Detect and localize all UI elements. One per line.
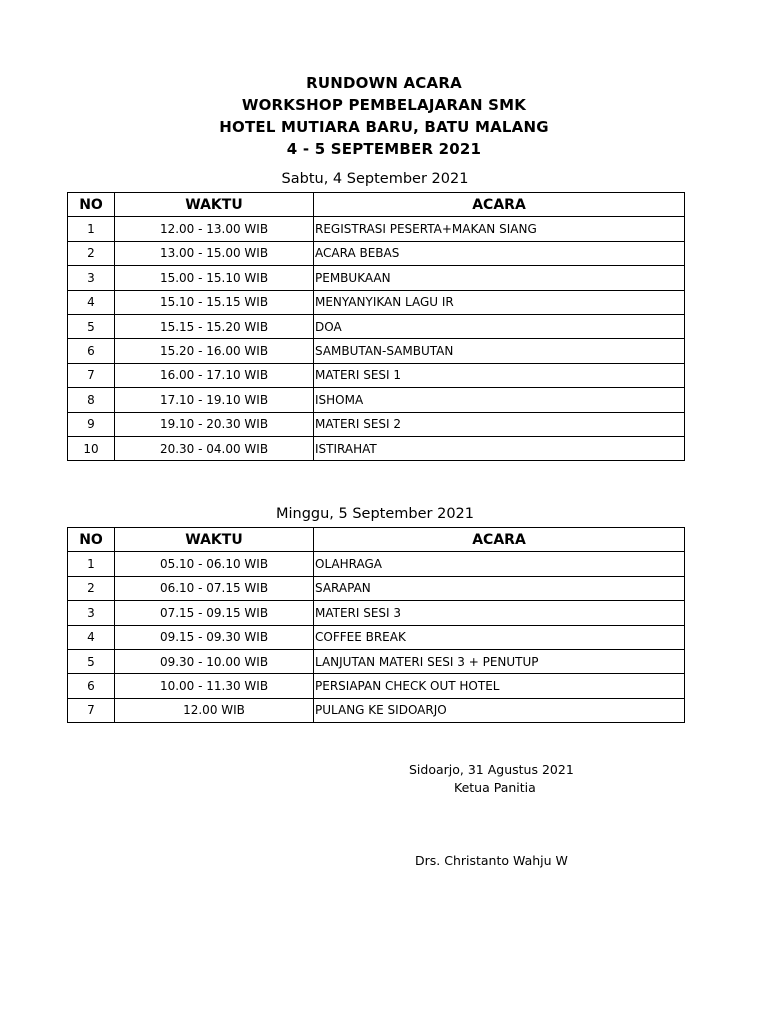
table-row [68, 625, 685, 649]
row-time: 15.15 - 15.20 WIB [115, 314, 314, 338]
title-line-4: 4 - 5 SEPTEMBER 2021 [286, 140, 482, 158]
row-time: 06.10 - 07.15 WIB [115, 576, 314, 600]
row-time: 15.20 - 16.00 WIB [115, 339, 314, 363]
row-number: 3 [68, 601, 115, 625]
table-row [68, 436, 685, 460]
signature-name: Drs. Christanto Wahju W [415, 853, 568, 868]
header-no: NO [68, 528, 115, 552]
row-time: 16.00 - 17.10 WIB [115, 363, 314, 387]
row-event: ACARA BEBAS [314, 241, 685, 265]
table-row [68, 266, 685, 290]
row-event: ISHOMA [314, 388, 685, 412]
row-event: DOA [314, 314, 685, 338]
row-number: 2 [68, 576, 115, 600]
table-row [68, 698, 685, 722]
header-waktu: WAKTU [115, 193, 314, 217]
row-number: 7 [68, 698, 115, 722]
row-event: SARAPAN [314, 576, 685, 600]
row-number: 8 [68, 388, 115, 412]
row-time: 09.30 - 10.00 WIB [115, 649, 314, 673]
row-time: 15.10 - 15.15 WIB [115, 290, 314, 314]
table-row [68, 217, 685, 241]
row-event: COFFEE BREAK [314, 625, 685, 649]
signature-place-date: Sidoarjo, 31 Agustus 2021 [409, 762, 574, 777]
row-time: 07.15 - 09.15 WIB [115, 601, 314, 625]
row-number: 6 [68, 674, 115, 698]
row-time: 19.10 - 20.30 WIB [115, 412, 314, 436]
table-row [68, 363, 685, 387]
row-event: ISTIRAHAT [314, 436, 685, 460]
row-event: OLAHRAGA [314, 552, 685, 576]
table-header-row [68, 193, 685, 217]
header-acara: ACARA [314, 528, 685, 552]
table-header-row [68, 528, 685, 552]
day2-heading: Minggu, 5 September 2021 [275, 506, 475, 522]
row-event: LANJUTAN MATERI SESI 3 + PENUTUP [314, 649, 685, 673]
row-number: 1 [68, 552, 115, 576]
table-row [68, 388, 685, 412]
day1-heading: Sabtu, 4 September 2021 [281, 171, 469, 187]
table-row [68, 552, 685, 576]
table-row [68, 412, 685, 436]
row-event: MATERI SESI 2 [314, 412, 685, 436]
day1-table-body [68, 217, 685, 461]
schedule-table-day1 [67, 192, 685, 461]
row-event: MATERI SESI 3 [314, 601, 685, 625]
signature-role: Ketua Panitia [454, 780, 536, 795]
title-line-3: HOTEL MUTIARA BARU, BATU MALANG [219, 118, 549, 136]
header-acara: ACARA [314, 193, 685, 217]
row-time: 12.00 WIB [115, 698, 314, 722]
table-row [68, 649, 685, 673]
table-row [68, 290, 685, 314]
row-number: 5 [68, 314, 115, 338]
row-time: 20.30 - 04.00 WIB [115, 436, 314, 460]
table-row [68, 241, 685, 265]
row-number: 9 [68, 412, 115, 436]
row-number: 4 [68, 290, 115, 314]
row-time: 05.10 - 06.10 WIB [115, 552, 314, 576]
table-row [68, 339, 685, 363]
row-time: 13.00 - 15.00 WIB [115, 241, 314, 265]
schedule-table-day2 [67, 527, 685, 723]
row-time: 17.10 - 19.10 WIB [115, 388, 314, 412]
row-time: 10.00 - 11.30 WIB [115, 674, 314, 698]
row-number: 4 [68, 625, 115, 649]
day2-table-body [68, 552, 685, 723]
table-row [68, 314, 685, 338]
row-time: 12.00 - 13.00 WIB [115, 217, 314, 241]
row-number: 3 [68, 266, 115, 290]
row-event: PEMBUKAAN [314, 266, 685, 290]
table-row [68, 576, 685, 600]
header-no: NO [68, 193, 115, 217]
title-line-1: RUNDOWN ACARA [306, 74, 462, 92]
row-event: SAMBUTAN-SAMBUTAN [314, 339, 685, 363]
table-row [68, 674, 685, 698]
row-number: 1 [68, 217, 115, 241]
row-number: 5 [68, 649, 115, 673]
row-number: 7 [68, 363, 115, 387]
row-number: 10 [68, 436, 115, 460]
row-event: MATERI SESI 1 [314, 363, 685, 387]
document-title [0, 72, 768, 160]
title-line-2: WORKSHOP PEMBELAJARAN SMK [241, 96, 527, 114]
header-waktu: WAKTU [115, 528, 314, 552]
row-number: 2 [68, 241, 115, 265]
table-row [68, 601, 685, 625]
row-event: MENYANYIKAN LAGU IR [314, 290, 685, 314]
row-event: PERSIAPAN CHECK OUT HOTEL [314, 674, 685, 698]
row-event: PULANG KE SIDOARJO [314, 698, 685, 722]
row-time: 15.00 - 15.10 WIB [115, 266, 314, 290]
row-number: 6 [68, 339, 115, 363]
row-time: 09.15 - 09.30 WIB [115, 625, 314, 649]
row-event: REGISTRASI PESERTA+MAKAN SIANG [314, 217, 685, 241]
